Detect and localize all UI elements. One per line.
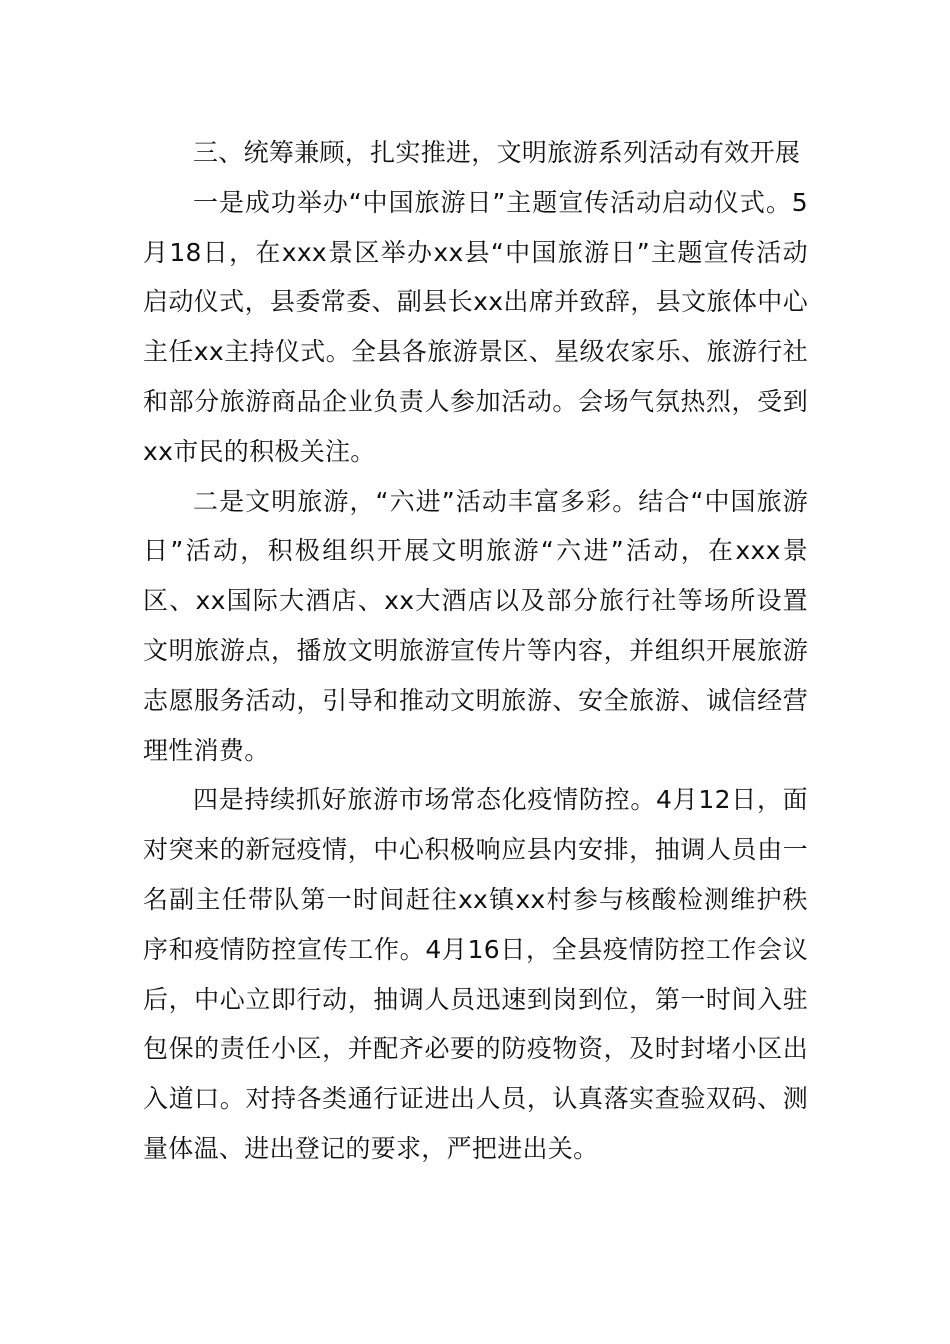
paragraph-tourism-day-ceremony: 一是成功举办“中国旅游日”主题宣传活动启动仪式。5月18日，在xxx景区举办xx县“中国旅游日”主题宣传活动启动仪式，县委常委、副县长xx出席并致辞，县文旅体中心主任xx主持仪式。全县各旅游景区、星级农家乐、旅游行社和部分旅游商品企业负责人参加活动。会场气氛热烈，受到xx市民的积极关注。: [143, 187, 808, 466]
document-body: [143, 128, 808, 1174]
paragraph-civilized-tourism-six-in: 二是文明旅游，“六进”活动丰富多彩。结合“中国旅游日”活动，积极组织开展文明旅游“六进”活动，在xxx景区、xx国际大酒店、xx大酒店以及部分旅行社等场所设置文明旅游点，播放文明旅游宣传片等内容，并组织开展旅游志愿服务活动，引导和推动文明旅游、安全旅游、诚信经营理性消费。: [143, 486, 808, 765]
paragraph-epidemic-prevention: 四是持续抓好旅游市场常态化疫情防控。4月12日，面对突来的新冠疫情，中心积极响应县内安排，抽调人员由一名副主任带队第一时间赶往xx镇xx村参与核酸检测维护秩序和疫情防控宣传工作。4月16日，全县疫情防控工作会议后，中心立即行动，抽调人员迅速到岗到位，第一时间入驻包保的责任小区，并配齐必要的防疫物资，及时封堵小区出入道口。对持各类通行证进出人员，认真落实查验双码、测量体温、进出登记的要求，严把进出关。: [143, 785, 808, 1163]
section-heading-three: 三、统筹兼顾，扎实推进，文明旅游系列活动有效开展: [193, 138, 801, 167]
